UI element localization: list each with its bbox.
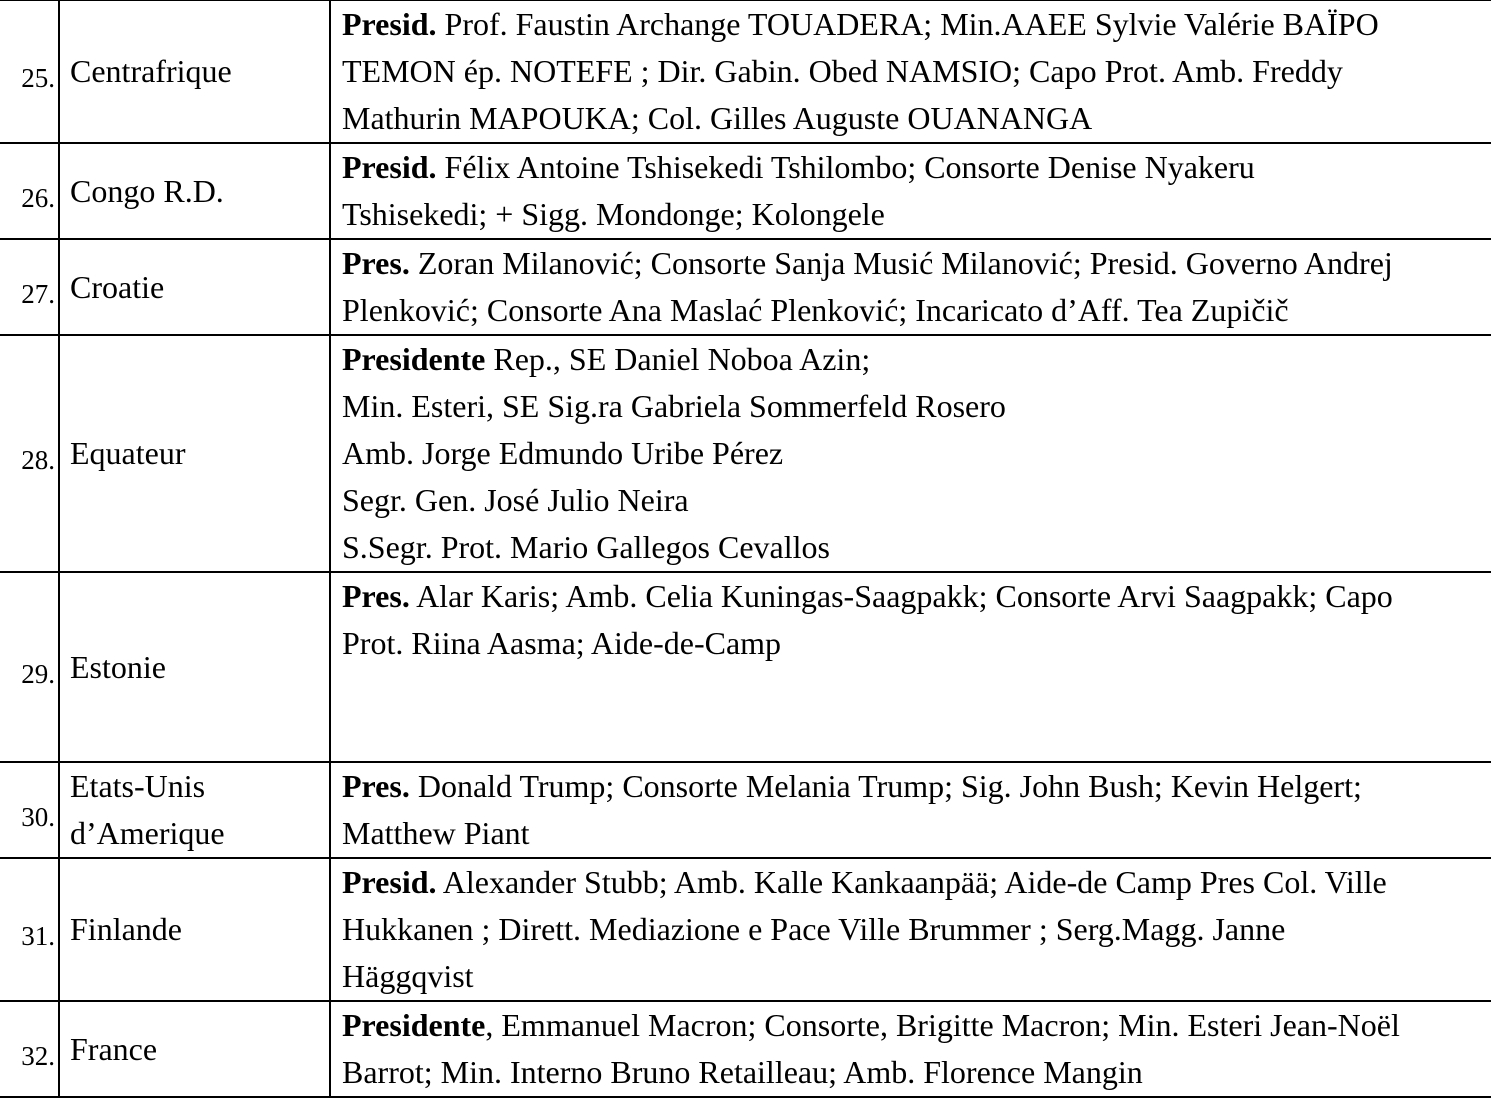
- delegation-lead-title: Presid.: [342, 6, 437, 42]
- country-name: [59, 143, 330, 239]
- delegation-line: Mathurin MAPOUKA; Col. Gilles Auguste OUANANGA: [342, 100, 1093, 136]
- delegation-members: [330, 239, 1491, 335]
- country-name-line: Congo R.D.: [70, 172, 224, 209]
- delegation-line: Min. Esteri, SE Sig.ra Gabriela Sommerfeld Rosero: [342, 388, 1006, 424]
- country-name-line: d’Amerique: [70, 815, 225, 851]
- delegation-members: [330, 858, 1491, 1001]
- country-name: [59, 858, 330, 1001]
- delegation-text: Félix Antoine Tshisekedi Tshilombo; Consorte Denise Nyakeru: [436, 149, 1255, 185]
- table-row: [0, 858, 1491, 1001]
- delegation-line: Tshisekedi; + Sigg. Mondonge; Kolongele: [342, 196, 885, 232]
- delegation-text: Prof. Faustin Archange TOUADERA; Min.AAEE Sylvie Valérie BAÏPO: [436, 6, 1379, 42]
- delegation-text: Alar Karis; Amb. Celia Kuningas-Saagpakk; Consorte Arvi Saagpakk; Capo: [409, 578, 1393, 614]
- table-row: [0, 0, 1491, 143]
- country-name-line: France: [70, 1030, 158, 1067]
- delegation-text: Zoran Milanović; Consorte Sanja Musić Milanović; Presid. Governo Andrej: [409, 245, 1393, 281]
- row-number: 25.: [0, 0, 59, 143]
- row-number: 31.: [0, 858, 59, 1001]
- delegation-members: [330, 762, 1491, 858]
- table-row: [0, 335, 1491, 572]
- delegation-line: Segr. Gen. José Julio Neira: [342, 482, 689, 518]
- delegation-members: [330, 1001, 1491, 1097]
- country-name: [59, 335, 330, 572]
- delegation-line: [342, 573, 1487, 620]
- delegation-lead-title: Presid.: [342, 864, 437, 900]
- table-row: [0, 1001, 1491, 1097]
- delegation-lead-title: Pres.: [342, 245, 410, 281]
- table-row: [0, 762, 1491, 858]
- delegation-lead-title: Presidente: [342, 341, 486, 377]
- country-name: [59, 572, 330, 762]
- country-name-line: Centrafrique: [70, 53, 232, 89]
- delegation-lead-title: Pres.: [342, 578, 410, 614]
- country-name-line: Finlande: [70, 911, 182, 947]
- country-name-line: Etats-Unis: [70, 768, 206, 804]
- table-row: [0, 239, 1491, 335]
- row-number: 26.: [0, 143, 59, 239]
- country-name: [59, 239, 330, 335]
- delegation-line: Häggqvist: [342, 958, 474, 994]
- delegation-text: , Emmanuel Macron; Consorte, Brigitte Macron; Min. Esteri Jean-Noël: [485, 1007, 1400, 1043]
- row-number: 28.: [0, 335, 59, 572]
- delegation-lead-title: Presid.: [342, 149, 437, 185]
- delegation-line: Amb. Jorge Edmundo Uribe Pérez: [342, 435, 784, 471]
- delegation-text: Alexander Stubb; Amb. Kalle Kankaanpää; Aide-de Camp Pres Col. Ville: [436, 864, 1387, 900]
- row-number: 30.: [0, 762, 59, 858]
- delegation-line: TEMON ép. NOTEFE ; Dir. Gabin. Obed NAMSIO; Capo Prot. Amb. Freddy: [342, 53, 1343, 89]
- delegation-lead-title: Pres.: [342, 768, 410, 804]
- table-row: [0, 572, 1491, 762]
- delegation-line: [342, 859, 1487, 906]
- delegation-line: [342, 1, 1487, 48]
- delegation-line: S.Segr. Prot. Mario Gallegos Cevallos: [342, 529, 830, 565]
- delegation-line: [342, 1002, 1487, 1049]
- delegation-line: Barrot; Min. Interno Bruno Retailleau; Amb. Florence Mangin: [342, 1054, 1143, 1090]
- row-number: 29.: [0, 572, 59, 762]
- delegation-members: [330, 572, 1491, 762]
- table-row: [0, 143, 1491, 239]
- country-name-line: Equateur: [70, 435, 186, 471]
- delegation-line: Matthew Piant: [342, 815, 530, 851]
- country-name: [59, 1001, 330, 1097]
- delegation-line: Prot. Riina Aasma; Aide-de-Camp: [342, 625, 782, 661]
- delegation-members: [330, 335, 1491, 572]
- delegation-text: Donald Trump; Consorte Melania Trump; Sig. John Bush; Kevin Helgert;: [409, 768, 1362, 804]
- delegation-line: [342, 240, 1487, 287]
- delegation-line: Plenković; Consorte Ana Maslać Plenković; Incaricato d’Aff. Tea Zupičič: [342, 292, 1289, 328]
- delegation-text: Rep., SE Daniel Noboa Azin;: [485, 341, 871, 377]
- row-number: 27.: [0, 239, 59, 335]
- delegation-line: [342, 144, 1487, 191]
- delegation-line: [342, 336, 1487, 383]
- delegation-line: [342, 763, 1487, 810]
- country-name: [59, 0, 330, 143]
- delegation-members: [330, 0, 1491, 143]
- delegation-lead-title: Presidente: [342, 1007, 486, 1043]
- delegation-members: [330, 143, 1491, 239]
- delegation-line: Hukkanen ; Dirett. Mediazione e Pace Ville Brummer ; Serg.Magg. Janne: [342, 911, 1286, 947]
- country-name-line: Croatie: [70, 268, 165, 305]
- country-name-line: Estonie: [70, 648, 166, 685]
- row-number: 32.: [0, 1001, 59, 1097]
- country-name: [59, 762, 330, 858]
